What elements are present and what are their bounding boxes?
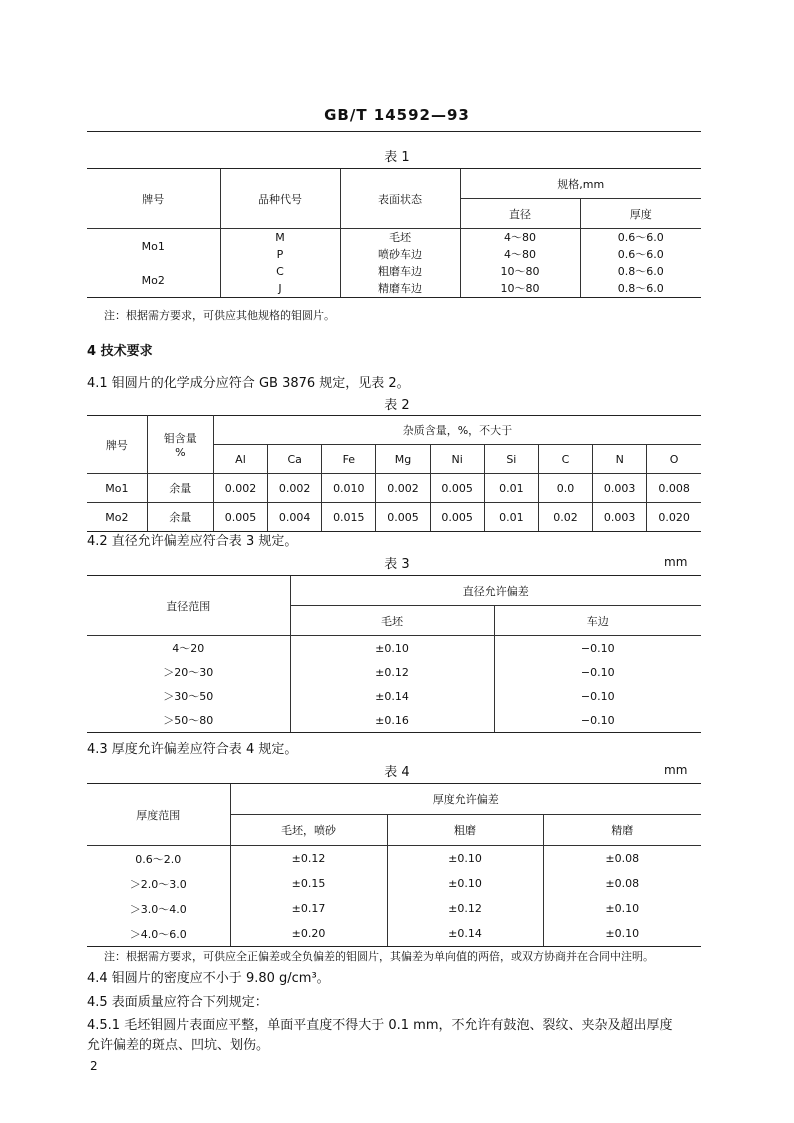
t3-edge: −0.10 [494,660,701,684]
t2-value: 0.005 [213,503,267,532]
header-rule [87,131,701,132]
t3-header-edge: 车边 [494,606,701,636]
t1-grade: Mo1 [141,239,165,253]
table2 [87,415,701,532]
table-row [87,708,701,733]
para-4-2: 4.2 直径允许偏差应符合表 3 规定。 [87,534,298,549]
t2-value: 0.005 [376,503,430,532]
t2-mo: 余量 [147,503,213,532]
table-row [87,871,701,896]
t2-value: 0.0 [538,474,592,503]
table-row [87,846,701,872]
t2-value: 0.015 [322,503,376,532]
t1-header-code: 品种代号 [220,169,340,229]
t1-thickness: 0.8～6.0 [580,263,701,280]
t2-value: 0.01 [484,503,538,532]
table3-unit: mm [664,555,688,569]
t4-header-fine: 精磨 [543,815,701,846]
t1-diameter: 4～80 [460,229,580,247]
t2-grade: Mo1 [87,474,147,503]
t2-value: 0.004 [268,503,322,532]
table1-note: 注：根据需方要求，可供应其他规格的钼圆片。 [104,309,335,322]
t3-edge: −0.10 [494,636,701,661]
table-row [87,921,701,947]
t1-surface: 精磨车边 [340,280,460,298]
t4-header-range: 厚度范围 [87,784,230,846]
t2-element: N [593,445,647,474]
table-row [87,896,701,921]
t3-blank: ±0.12 [290,660,494,684]
t3-blank: ±0.16 [290,708,494,733]
t3-blank: ±0.14 [290,684,494,708]
t2-grade: Mo2 [87,503,147,532]
t3-range: ＞20～30 [163,666,214,679]
t4-header-rough: 粗磨 [387,815,543,846]
t2-element: Si [484,445,538,474]
t4-fine: ±0.10 [543,921,701,947]
t4-range: ＞2.0～3.0 [129,877,187,891]
t3-header-range: 直径范围 [87,576,290,636]
t4-rough: ±0.10 [387,846,543,872]
t3-blank: ±0.10 [290,636,494,661]
t1-thickness: 0.6～6.0 [580,246,701,263]
table4-caption: 表 4 [384,765,410,780]
t2-element: Mg [376,445,430,474]
t1-grade: Mo2 [87,263,220,298]
t1-surface: 毛坯 [340,229,460,247]
t1-header-spec: 规格,mm [460,169,701,199]
t4-fine: ±0.08 [543,846,701,872]
t1-thickness: 0.8～6.0 [580,280,701,298]
table4-unit: mm [664,763,688,777]
table-row [87,684,701,708]
para-4-4: 4.4 钼圆片的密度应不小于 9.80 g/cm³。 [87,971,330,986]
table-row [87,636,701,661]
t2-header-mo-unit: % [175,446,186,459]
para-4-1: 4.1 钼圆片的化学成分应符合 GB 3876 规定，见表 2。 [87,376,410,391]
t4-rough: ±0.12 [387,896,543,921]
para-4-5: 4.5 表面质量应符合下列规定： [87,995,268,1010]
t1-code: P [220,246,340,263]
para-4-5-1-line2: 允许偏差的斑点、凹坑、划伤。 [87,1038,270,1053]
t2-value: 0.02 [538,503,592,532]
t4-blank: ±0.15 [230,871,387,896]
t4-fine: ±0.08 [543,871,701,896]
table-row [87,263,701,280]
section-4-heading: 4 技术要求 [87,344,153,359]
t1-header-surface: 表面状态 [340,169,460,229]
t2-value: 0.020 [647,503,701,532]
t4-fine: ±0.10 [543,896,701,921]
t4-blank: ±0.17 [230,896,387,921]
t2-value: 0.005 [430,474,484,503]
table1 [87,168,701,298]
table4 [87,783,701,947]
t2-value: 0.002 [376,474,430,503]
t1-thickness: 0.6～6.0 [580,229,701,247]
t4-rough: ±0.14 [387,921,543,947]
t1-header-thickness: 厚度 [580,199,701,229]
t2-value: 0.002 [213,474,267,503]
t2-header-mo [147,416,213,474]
table3-caption: 表 3 [384,557,410,572]
table1-caption: 表 1 [384,150,410,165]
table-row [87,229,701,247]
t3-range: ＞50～80 [87,708,290,733]
table3 [87,575,701,733]
t3-range: 4～20 [172,642,205,655]
t4-range: ＞3.0～4.0 [129,902,187,916]
page-number: 2 [90,1059,98,1073]
t2-value: 0.008 [647,474,701,503]
t3-edge: −0.10 [494,684,701,708]
t1-header-diameter: 直径 [460,199,580,229]
t3-edge: −0.10 [494,708,701,733]
t2-value: 0.01 [484,474,538,503]
para-4-3: 4.3 厚度允许偏差应符合表 4 规定。 [87,742,298,757]
t3-range: ＞30～50 [163,690,214,703]
t2-mo: 余量 [147,474,213,503]
t2-element: Al [213,445,267,474]
t2-element: O [647,445,701,474]
t1-code: M [220,229,340,247]
t1-code: J [220,280,340,298]
t2-element: Ni [430,445,484,474]
t2-header-mo-label: 钼含量 [163,432,197,445]
t2-element: Fe [322,445,376,474]
t4-blank: ±0.12 [230,846,387,872]
t1-diameter: 10～80 [460,280,580,298]
t4-range: ＞4.0～6.0 [87,921,230,947]
document-header: GB/T 14592—93 [324,106,470,124]
table-row [87,474,701,503]
t3-header-tol: 直径允许偏差 [290,576,701,606]
table4-note: 注：根据需方要求，可供应全正偏差或全负偏差的钼圆片，其偏差为单向值的两倍，或双方协商并在合同中注明。 [104,950,654,963]
table-row [87,503,701,532]
t4-blank: ±0.20 [230,921,387,947]
t4-range: 0.6～2.0 [135,852,182,866]
t1-surface: 喷砂车边 [340,246,460,263]
t2-value: 0.002 [268,474,322,503]
t2-value: 0.003 [593,503,647,532]
table2-caption: 表 2 [384,398,410,413]
table-row [87,660,701,684]
t2-element: Ca [268,445,322,474]
t2-header-grade: 牌号 [87,416,147,474]
t1-header-grade: 牌号 [87,169,220,229]
t1-code: C [220,263,340,280]
t2-header-impurity: 杂质含量，%，不大于 [213,416,701,445]
t2-value: 0.005 [430,503,484,532]
t2-value: 0.003 [593,474,647,503]
t1-diameter: 4～80 [460,246,580,263]
t4-header-tol: 厚度允许偏差 [230,784,701,815]
para-4-5-1-line1: 4.5.1 毛坯钼圆片表面应平整，单面平直度不得大于 0.1 mm，不允许有鼓泡、裂纹、夹杂及超出厚度 [87,1018,673,1033]
t2-element: C [538,445,592,474]
t1-diameter: 10～80 [460,263,580,280]
t1-surface: 粗磨车边 [340,263,460,280]
t4-rough: ±0.10 [387,871,543,896]
t4-header-blank: 毛坯，喷砂 [230,815,387,846]
t2-value: 0.010 [322,474,376,503]
t3-header-blank: 毛坯 [290,606,494,636]
